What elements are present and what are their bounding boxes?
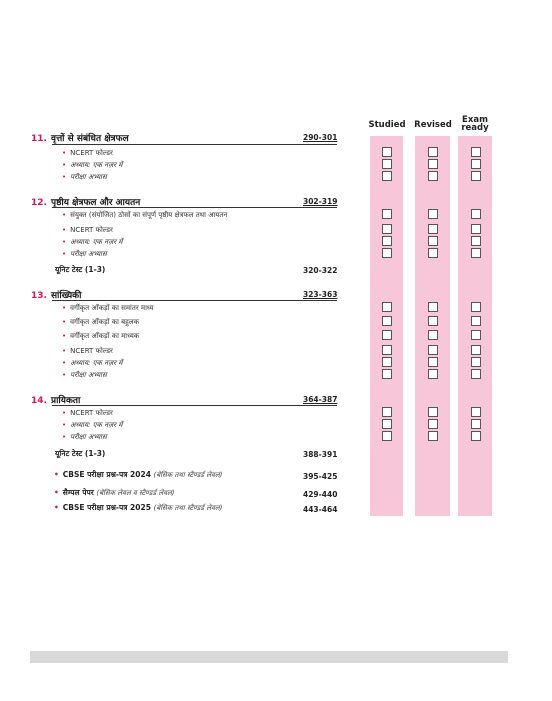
revised-checkbox[interactable] <box>428 224 438 234</box>
revised-header: Revised <box>414 120 452 130</box>
list-item[interactable]: • वर्गीकृत आँकड़ों का माध्यक <box>62 332 140 340</box>
chapter-name: प्रायिकता <box>50 396 81 406</box>
list-item[interactable]: • अध्याय: एक नज़र में <box>62 359 123 367</box>
bullet-icon: • <box>62 304 67 312</box>
exam-ready-checkbox[interactable] <box>471 224 481 234</box>
chapter-name: सांख्यिकी <box>50 291 82 301</box>
revised-checkbox[interactable] <box>428 236 438 246</box>
list-item[interactable]: • परीक्षा अभ्यास <box>62 371 107 379</box>
list-item[interactable]: • परीक्षा अभ्यास <box>62 250 107 258</box>
exam-ready-checkbox[interactable] <box>471 407 481 417</box>
revised-checkbox[interactable] <box>428 419 438 429</box>
extra-pages: 443-464 <box>303 505 338 514</box>
list-item[interactable]: • वर्गीकृत आँकड़ों का समांतर माध्य <box>62 304 154 312</box>
list-item[interactable]: • अध्याय: एक नज़र में <box>62 421 123 429</box>
bullet-icon: • <box>62 250 67 258</box>
revised-checkbox[interactable] <box>428 248 438 258</box>
chapter-name: पृष्ठीय क्षेत्रफल और आयतन <box>50 198 141 208</box>
studied-checkbox[interactable] <box>382 407 392 417</box>
bullet-icon: • <box>62 238 67 246</box>
bullet-icon: • <box>62 226 67 234</box>
exam-ready-checkbox[interactable] <box>471 236 481 246</box>
exam-ready-checkbox[interactable] <box>471 159 481 169</box>
list-item[interactable]: • NCERT फोल्डर <box>62 226 113 234</box>
revised-checkbox[interactable] <box>428 345 438 355</box>
bullet-icon: • <box>62 347 67 355</box>
chapter-number: 13. <box>31 291 47 301</box>
studied-header: Studied <box>368 120 406 130</box>
chapter-title[interactable] <box>31 131 129 144</box>
chapter-pages: 290-301 <box>303 133 338 142</box>
list-item[interactable]: • NCERT फोल्डर <box>62 409 113 417</box>
exam-header-line2: ready <box>461 123 489 133</box>
unit-test[interactable]: यूनिट टेस्ट (1-3) <box>55 449 106 458</box>
studied-checkbox[interactable] <box>382 171 392 181</box>
exam-ready-header <box>455 116 495 132</box>
studied-checkbox[interactable] <box>382 357 392 367</box>
exam-ready-checkbox[interactable] <box>471 302 481 312</box>
studied-checkbox[interactable] <box>382 248 392 258</box>
chapter-underline <box>52 405 337 406</box>
exam-ready-checkbox[interactable] <box>471 431 481 441</box>
exam-ready-column <box>458 136 492 516</box>
exam-header-line1: Exam <box>462 115 488 125</box>
studied-checkbox[interactable] <box>382 147 392 157</box>
extra-entry[interactable]: • CBSE परीक्षा प्रश्न-पत्र 2025 (बेसिक तथा स्टैण्डर्ड लेवल) <box>54 503 223 512</box>
chapter-underline <box>52 300 337 301</box>
chapter-name: वृत्तों से संबंधित क्षेत्रफल <box>50 134 129 144</box>
studied-checkbox[interactable] <box>382 316 392 326</box>
unit-test[interactable]: यूनिट टेस्ट (1-3) <box>55 265 106 274</box>
bullet-icon: • <box>62 161 67 169</box>
bullet-icon: • <box>62 149 67 157</box>
list-item[interactable]: • अध्याय: एक नज़र में <box>62 238 123 246</box>
revised-checkbox[interactable] <box>428 209 438 219</box>
studied-checkbox[interactable] <box>382 302 392 312</box>
studied-checkbox[interactable] <box>382 209 392 219</box>
exam-ready-checkbox[interactable] <box>471 316 481 326</box>
exam-ready-checkbox[interactable] <box>471 419 481 429</box>
revised-column <box>415 136 450 516</box>
bullet-icon: • <box>62 421 67 429</box>
revised-checkbox[interactable] <box>428 369 438 379</box>
list-item[interactable]: • वर्गीकृत आँकड़ों का बहुलक <box>62 318 139 326</box>
unit-test-pages: 320-322 <box>303 266 338 275</box>
bullet-icon: • <box>62 173 67 181</box>
studied-checkbox[interactable] <box>382 345 392 355</box>
bullet-icon: • <box>54 488 59 497</box>
chapter-number: 11. <box>31 134 47 144</box>
revised-checkbox[interactable] <box>428 171 438 181</box>
bullet-icon: • <box>62 371 67 379</box>
footer-bar <box>30 651 508 663</box>
revised-checkbox[interactable] <box>428 147 438 157</box>
studied-checkbox[interactable] <box>382 369 392 379</box>
studied-checkbox[interactable] <box>382 236 392 246</box>
bullet-icon: • <box>62 359 67 367</box>
chapter-number: 12. <box>31 198 47 208</box>
extra-entry[interactable]: • CBSE परीक्षा प्रश्न-पत्र 2024 (बेसिक तथा स्टैण्डर्ड लेवल) <box>54 470 223 479</box>
studied-checkbox[interactable] <box>382 159 392 169</box>
exam-ready-checkbox[interactable] <box>471 345 481 355</box>
bullet-icon: • <box>54 470 59 479</box>
exam-ready-checkbox[interactable] <box>471 147 481 157</box>
revised-checkbox[interactable] <box>428 407 438 417</box>
list-item[interactable]: • परीक्षा अभ्यास <box>62 173 107 181</box>
exam-ready-checkbox[interactable] <box>471 330 481 340</box>
studied-checkbox[interactable] <box>382 419 392 429</box>
revised-checkbox[interactable] <box>428 431 438 441</box>
chapter-pages: 302-319 <box>303 197 338 206</box>
extra-pages: 395-425 <box>303 472 338 481</box>
list-item[interactable]: • परीक्षा अभ्यास <box>62 433 107 441</box>
extra-entry[interactable]: • सैम्पल पेपर (बेसिक लेवल व स्टैण्डर्ड लेवल) <box>54 488 175 497</box>
exam-ready-checkbox[interactable] <box>471 171 481 181</box>
studied-checkbox[interactable] <box>382 330 392 340</box>
revised-checkbox[interactable] <box>428 302 438 312</box>
studied-checkbox[interactable] <box>382 431 392 441</box>
exam-ready-checkbox[interactable] <box>471 248 481 258</box>
chapter-underline <box>52 207 337 208</box>
extra-pages: 429-440 <box>303 490 338 499</box>
revised-checkbox[interactable] <box>428 316 438 326</box>
chapter-pages: 364-387 <box>303 395 338 404</box>
chapter-underline <box>52 144 337 145</box>
chapter-pages: 323-363 <box>303 290 338 299</box>
bullet-icon: • <box>62 433 67 441</box>
list-item[interactable]: • NCERT फोल्डर <box>62 149 113 157</box>
list-item[interactable]: • NCERT फोल्डर <box>62 347 113 355</box>
list-item[interactable]: • अध्याय: एक नज़र में <box>62 161 123 169</box>
bullet-icon: • <box>62 409 67 417</box>
exam-ready-checkbox[interactable] <box>471 357 481 367</box>
revised-checkbox[interactable] <box>428 330 438 340</box>
studied-column <box>370 136 403 516</box>
exam-ready-checkbox[interactable] <box>471 369 481 379</box>
revised-checkbox[interactable] <box>428 357 438 367</box>
revised-checkbox[interactable] <box>428 159 438 169</box>
bullet-icon: • <box>62 332 67 340</box>
bullet-icon: • <box>54 503 59 512</box>
chapter-number: 14. <box>31 396 47 406</box>
bullet-icon: • <box>62 318 67 326</box>
list-item[interactable]: • संयुक्त (संयोजित) ठोसों का संपूर्ण पृष्ठीय क्षेत्रफल तथा आयतन <box>62 211 228 219</box>
bullet-icon: • <box>62 211 67 219</box>
unit-test-pages: 388-391 <box>303 450 338 459</box>
exam-ready-checkbox[interactable] <box>471 209 481 219</box>
studied-checkbox[interactable] <box>382 224 392 234</box>
